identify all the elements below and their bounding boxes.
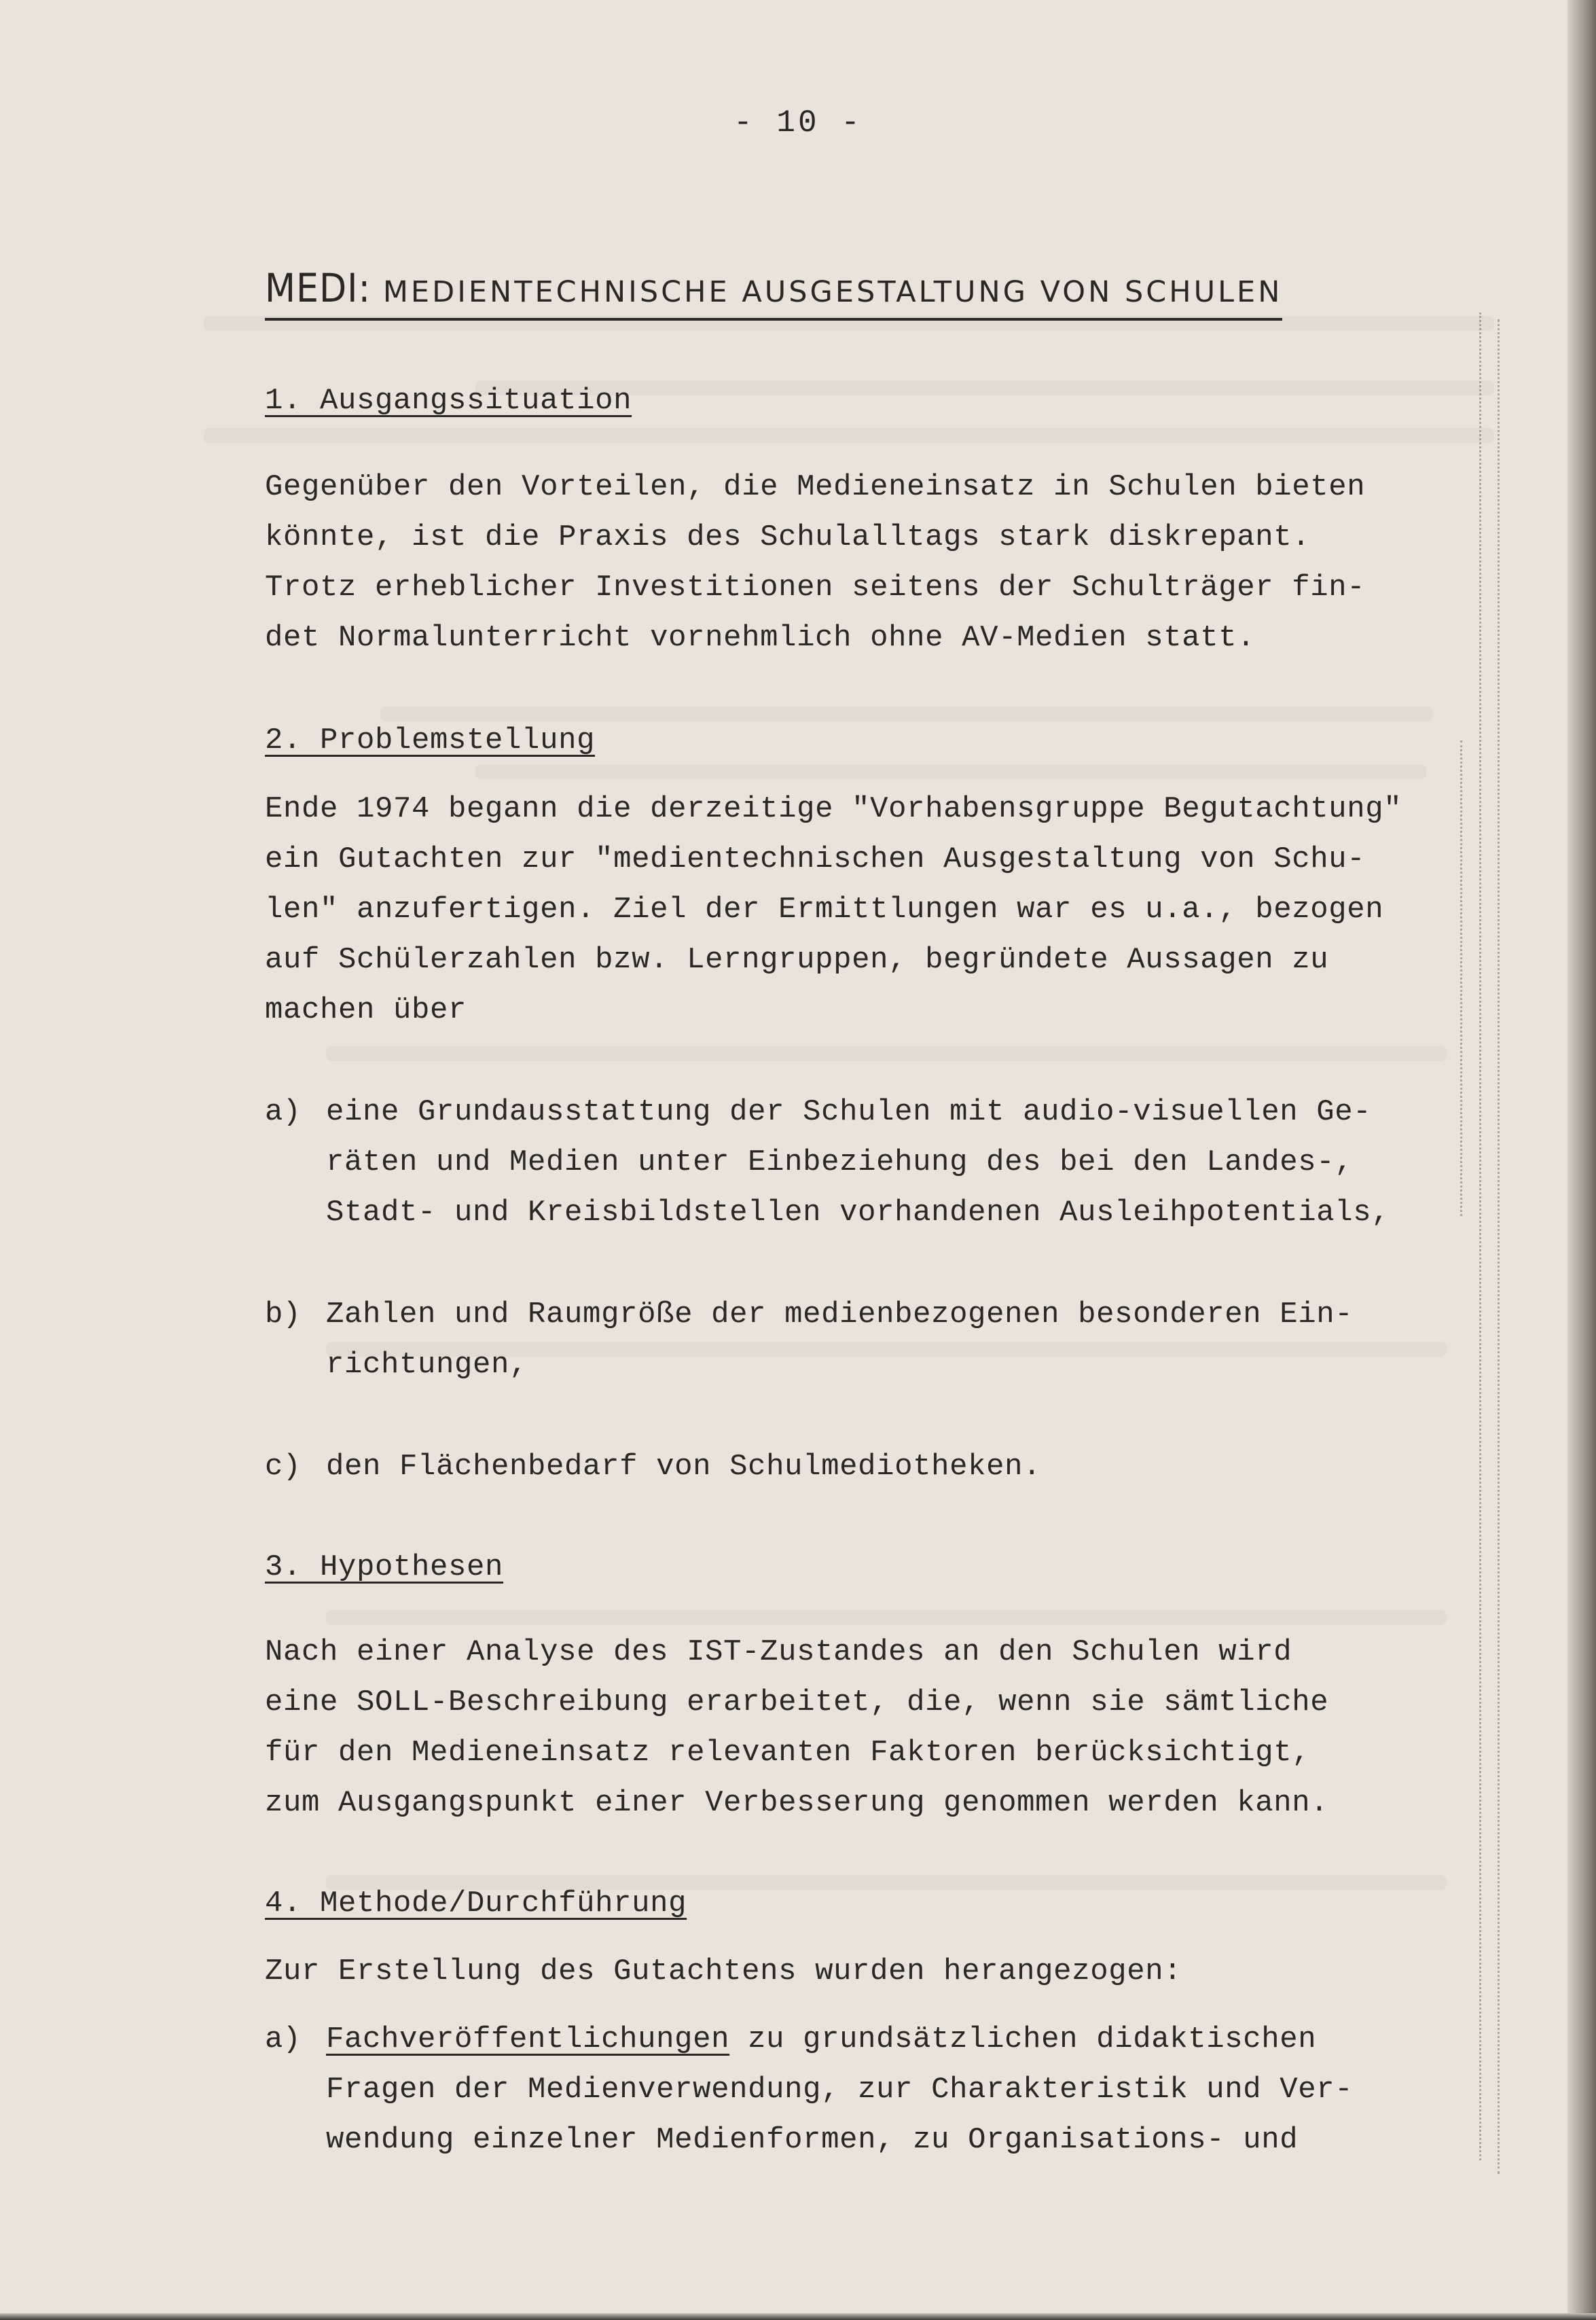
list-item-c-line: den Flächenbedarf von Schulmediotheken. [326, 1450, 1042, 1484]
list-item-a-line: Stadt- und Kreisbildstellen vorhandenen Ausleihpotentials, [326, 1196, 1390, 1230]
list-item-a-line: räten und Medien unter Einbeziehung des bei den Landes-, [326, 1145, 1354, 1179]
bleed-through [204, 428, 1494, 443]
section-3-line: zum Ausgangspunkt einer Verbesserung genommen werden kann. [265, 1786, 1329, 1820]
page-title [265, 265, 1282, 321]
section-3-line: für den Medieneinsatz relevanten Faktoren berücksichtigt, [265, 1736, 1311, 1770]
section-2-line: machen über [265, 993, 467, 1027]
section-4-intro: Zur Erstellung des Gutachtens wurden herangezogen: [265, 1955, 1182, 1988]
section-4-item-a-rest: zu grundsätzlichen didaktischen [729, 2022, 1317, 2056]
section-1-line: Gegenüber den Vorteilen, die Medieneinsatz in Schulen bieten [265, 470, 1366, 504]
list-item-b-line: richtungen, [326, 1348, 528, 1382]
section-4-item-a-first-line [326, 2014, 1316, 2065]
section-heading-1: 1. Ausgangssituation [265, 384, 632, 418]
section-heading-2: 2. Problemstellung [265, 724, 596, 757]
bleed-through [326, 1046, 1447, 1061]
section-4-item-a-line: Fragen der Medienverwendung, zur Charakteristik und Ver- [326, 2073, 1354, 2107]
title-text: MEDIENTECHNISCHE AUSGESTALTUNG VON SCHULEN [382, 275, 1283, 309]
page-bottom-edge [0, 2313, 1596, 2320]
margin-dotted-line [1479, 313, 1481, 2160]
bleed-through [326, 1610, 1447, 1625]
section-1-line: könnte, ist die Praxis des Schulalltags stark diskrepant. [265, 520, 1311, 554]
list-label-b: b) [265, 1298, 301, 1332]
section-4-list-label-a: a) [265, 2022, 301, 2056]
section-3-line: Nach einer Analyse des IST-Zustandes an den Schulen wird [265, 1635, 1292, 1669]
section-3-line: eine SOLL-Beschreibung erarbeitet, die, wenn sie sämtliche [265, 1685, 1329, 1719]
emphasis-fachveroeffentlichungen: Fachveröffentlichungen [326, 2022, 730, 2056]
section-2-line: len" anzufertigen. Ziel der Ermittlungen war es u.a., bezogen [265, 893, 1384, 927]
page-number: - 10 - [733, 105, 863, 141]
list-item-b-line: Zahlen und Raumgröße der medienbezogenen besonderen Ein- [326, 1298, 1354, 1332]
list-label-c: c) [265, 1450, 301, 1484]
section-2-line: ein Gutachten zur "medientechnischen Ausgestaltung von Schu- [265, 842, 1366, 876]
section-1-line: Trotz erheblicher Investitionen seitens der Schulträger fin- [265, 571, 1366, 605]
bleed-through [475, 764, 1426, 779]
section-heading-4: 4. Methode/Durchführung [265, 1887, 687, 1921]
list-label-a: a) [265, 1095, 301, 1129]
section-heading-3: 3. Hypothesen [265, 1550, 504, 1584]
section-4-item-a-line: wendung einzelner Medienformen, zu Organisations- und [326, 2123, 1299, 2157]
margin-dotted-line [1498, 319, 1500, 2174]
list-item-a-line: eine Grundausstattung der Schulen mit audio-visuellen Ge- [326, 1095, 1372, 1129]
section-2-line: auf Schülerzahlen bzw. Lerngruppen, begründete Aussagen zu [265, 943, 1329, 977]
section-2-line: Ende 1974 begann die derzeitige "Vorhabensgruppe Begutachtung" [265, 792, 1402, 826]
margin-dotted-line [1460, 740, 1462, 1216]
section-1-line: det Normalunterricht vornehmlich ohne AV-Medien statt. [265, 621, 1256, 655]
binding-edge [1567, 0, 1596, 2320]
title-code: MEDI: [265, 265, 371, 311]
